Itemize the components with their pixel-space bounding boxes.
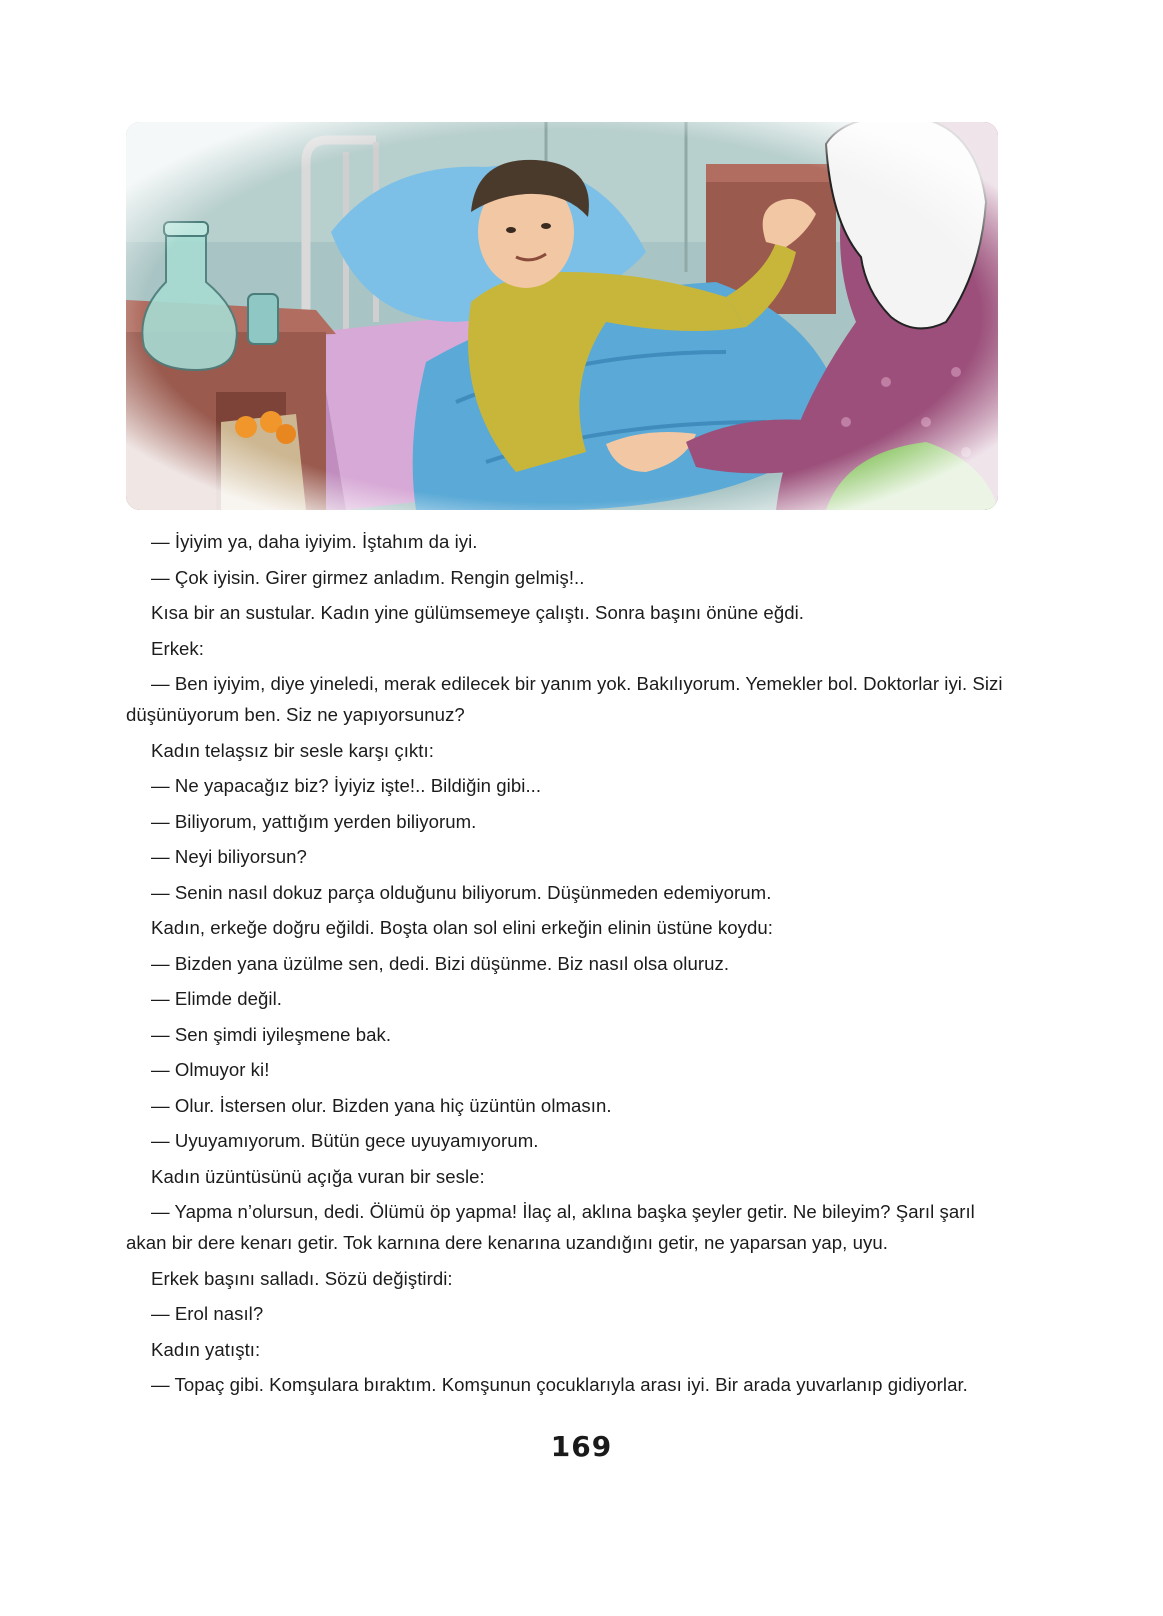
paragraph: — Elimde değil. [151,988,282,1009]
paragraph: — İyiyim ya, daha iyiyim. İştahım da iyi. [151,531,478,552]
paragraph: Kadın telaşsız bir sesle karşı çıktı: [151,739,434,761]
paragraph: — Topaç gibi. Komşulara bıraktım. Komşunun çocuklarıyla arası iyi. Bir arada yuvarlanıp gidiyorlar. [151,1374,968,1395]
page-number: 169 [550,1430,613,1463]
paragraph: — Bizden yana üzülme sen, dedi. Bizi düşünme. Biz nasıl olsa oluruz. [151,952,730,974]
paragraph: — Olmuyor ki! [151,1059,270,1080]
paragraph: Kadın, erkeğe doğru eğildi. Boşta olan sol elini erkeğin elinin üstüne koydu: [151,917,773,938]
paragraph: — Sen şimdi iyileşmene bak. [151,1023,392,1045]
hospital-illustration [126,122,998,510]
paragraph: Kadın üzüntüsünü açığa vuran bir sesle: [151,1165,485,1187]
paragraph: — Senin nasıl dokuz parça olduğunu biliyorum. Düşünmeden edemiyorum. [151,881,772,903]
paragraph: — Erol nasıl? [151,1303,264,1324]
paragraph: — Çok iyisin. Girer girmez anladım. Rengin gelmiş!.. [151,566,585,588]
paragraph: Erkek başını salladı. Sözü değiştirdi: [151,1267,453,1289]
paragraph: Kadın yatıştı: [151,1338,261,1360]
paragraph: — Ben iyiyim, diye yineledi, merak edilecek bir yanım yok. Bakılıyorum. Yemekler bol. Doktorlar iyi. Sizi düşünüyorum ben. Siz ne yapıyorsunuz? [126,673,1003,725]
paragraph: Kısa bir an sustular. Kadın yine gülümsemeye çalıştı. Sonra başını önüne eğdi. [151,602,804,623]
paragraph: Erkek: [151,637,204,659]
paragraph: — Yapma n’olursun, dedi. Ölümü öp yapma! İlaç al, aklına başka şeyler getir. Ne bileyim? Şarıl şarıl akan bir dere kenarı getir. Tok karnına dere kenarına uzandığını getir, ne yaparsan yap, uyu. [126,1201,975,1253]
paragraph: — Olur. İstersen olur. Bizden yana hiç üzüntün olmasın. [151,1094,612,1116]
paragraph: — Biliyorum, yattığım yerden biliyorum. [151,810,477,832]
story-text [126,526,1010,1405]
paragraph: — Neyi biliyorsun? [151,846,307,867]
paragraph: — Uyuyamıyorum. Bütün gece uyuyamıyorum. [151,1130,539,1151]
paragraph: — Ne yapacağız biz? İyiyiz işte!.. Bildiğin gibi... [151,775,542,796]
hospital-scene-drawing [126,122,998,510]
